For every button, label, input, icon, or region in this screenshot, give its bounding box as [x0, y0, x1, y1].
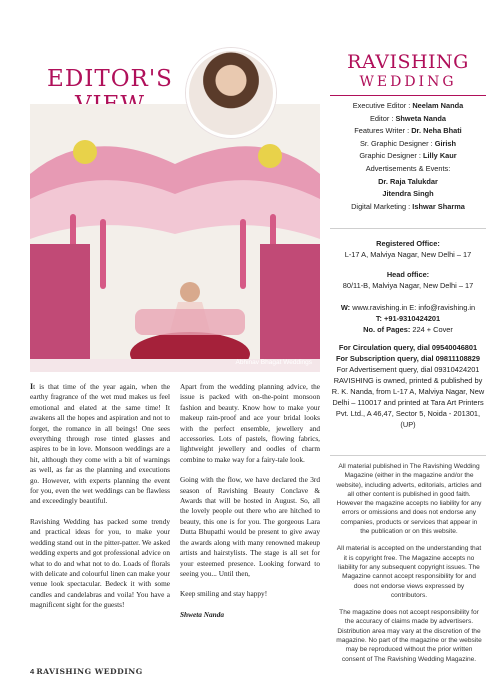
head-office — [330, 269, 486, 291]
credit-line: Digital Marketing : Ishwar Sharma — [351, 201, 465, 211]
circulation-query: For Circulation query, dial 09540046801 — [338, 343, 478, 352]
title-line1: EDITOR'S — [47, 66, 173, 92]
credit-line: Editor : Shweta Nanda — [370, 113, 446, 123]
registered-office — [330, 238, 486, 260]
credit-line: Sr. Graphic Designer : Girish — [359, 138, 457, 148]
footer-brand: RAVISHING WEDDING — [36, 667, 143, 676]
editorial-paragraph: Keep smiling and stay happy! — [180, 589, 268, 599]
head-office-label: Head office: — [386, 270, 430, 279]
credit-line: Advertisements & Events: — [365, 163, 451, 173]
credit-line: Executive Editor : Neelam Nanda — [352, 101, 464, 110]
queries — [330, 342, 486, 430]
credit-line: Jitendra Singh — [382, 189, 434, 199]
web-prefix: W: — [340, 303, 351, 312]
contact-info — [330, 302, 486, 335]
divider — [330, 455, 486, 456]
photo-credit: Abhinav Bhagat Weddings — [235, 359, 312, 366]
drop-cap: I — [30, 382, 34, 391]
brand-logo-main: RAVISHING — [347, 51, 469, 73]
pages-value: 224 + Cover — [410, 325, 453, 334]
disclaimer-paragraph: The magazine does not accept responsibility for the accuracy of claims made by advertisers. Distribution area may vary at the discretion of the magazine. No part of the magazine or the website may be reproduced without the prior written consent of The Ravishing Wedding Magazine. — [336, 609, 482, 663]
pages-label: No. of Pages: — [363, 325, 411, 334]
wedding-scene-illustration — [30, 104, 320, 372]
editorial-paragraph: Apart from the wedding planning advice, the issue is packed with on-the-point monsoon fashion and beauty. Know how to make your makeup rain-proof and ace your bridal looks with the perfect ensemble, jewellery and accessories. Lots of pastels, flowing fabrics, lightweight jewellery and oodles of charm combine to make way for a fairy-tale look. — [180, 382, 320, 464]
masthead-credits — [330, 100, 486, 213]
editorial-column-2 — [180, 382, 320, 630]
publisher-details: For Advertisement query, dial 09310424201 RAVISHING is owned, printed & published by R. K. Nanda, from L-17 A, Malviya Nagar, New Delhi – 110017 and printed at Tara Art Printers Pvt. Ltd., A 46,47, Sector 5, Noida - 201301, (UP) — [331, 365, 485, 429]
registered-office-address: L-17 A, Malviya Nagar, New Delhi – 17 — [344, 250, 472, 259]
credit-line: Features Writer : Dr. Neha Bhati — [354, 126, 462, 136]
editorial-paragraph: Ravishing Wedding has packed some trendy and practical ideas for you, to make your wedding stand out in the pitter-patter. We asked wedding experts and got professional advice on what to do and what not to do. Loads of florals with delicate and colourful linen can make your venue look spectacular. Bedeck it with some candles and candelabras and voila! You have a magnificent sight for the guests! — [30, 516, 170, 610]
editorial-paragraph: It is that time of the year again, when the earthy fragrance of the wet mud makes us feel emotional and elated at the same time! It awakens all the hopes and aspiration and not to forget, the romance in all beings! One sees everything through rose tinted glasses and aspires to be in love. Monsoon weddings are a hit, although they come with a bit of warnings as well, as far as the planning and executions go. However, with experts planning the event for you, even the wet weddings can be flawless and exceedingly beautiful. — [30, 382, 170, 506]
registered-office-label: Registered Office: — [376, 239, 440, 248]
credit-line: Graphic Designer : Lilly Kaur — [359, 151, 457, 161]
web-email[interactable]: www.ravishing.in E: info@ravishing.in — [350, 303, 476, 312]
disclaimer-paragraph: All material published in The Ravishing Wedding Magazine (either in the magazine and/or the website), including adverts, editorials, articles and all other content is published in good faith. However the magazine accepts no liability for any errors or omissions and does not endorse any companies, products or services that appear in the publication or on this website. — [336, 463, 482, 536]
page-footer — [30, 667, 143, 676]
credit-line: Dr. Raja Talukdar — [378, 176, 438, 186]
editor-signature: Shweta Nanda — [180, 609, 224, 619]
head-office-address: 80/11-B, Malviya Nagar, New Delhi – 17 — [342, 281, 474, 290]
editorial-column-1 — [30, 382, 170, 621]
brand-divider — [330, 95, 486, 96]
brand-logo-sub: WEDDING — [359, 74, 457, 90]
subscription-query: For Subscription query, dial 09811108829 — [335, 354, 481, 363]
wedding-photo — [30, 104, 320, 372]
disclaimer-paragraph: All material is accepted on the understanding that it is copyright free. The Magazine accepts no liability for any subsequent copyright issues. The Magazine cannot accept responsibility for and does not endorse views expressed by contributors. — [336, 545, 482, 599]
page-number: 4 — [30, 667, 35, 676]
telephone: T: +91-9310424201 — [375, 314, 441, 323]
disclaimer — [336, 462, 482, 672]
divider — [330, 228, 486, 229]
editor-portrait — [186, 48, 276, 138]
editorial-paragraph: Going with the flow, we have declared the 3rd season of Ravishing Beauty Conclave & Awards that will be hosted in August. So, all the lovely people out there who are hitched to beauty, this one is for you. The gorgeous Lara Dutta Bhupathi would be present to give away the awards along with many renowned makeup artists and hairstylists. The stage is all set for your esteemed presence. Looking forward to seeing you... Until then, — [180, 475, 320, 578]
